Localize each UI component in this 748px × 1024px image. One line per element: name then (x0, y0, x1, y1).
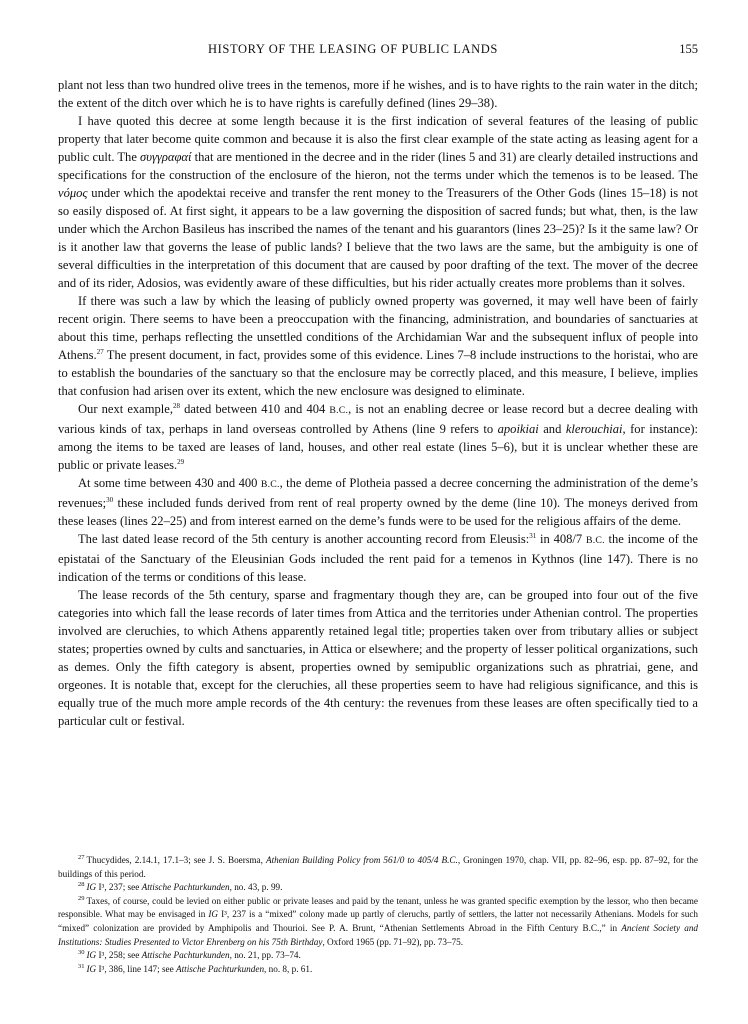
text-run: in 408/7 (536, 532, 586, 546)
footnote (58, 895, 698, 949)
text-run: Taxes, of course, could be levied on either public or private leases and paid by the tenant, unless he was granted specific exemption by the lessor, who then became responsible. What may be envisaged in (58, 895, 698, 920)
text-run: , Oxford 1965 (pp. 71–92), pp. 73–75. (322, 936, 464, 947)
text-run: , Groningen 1970, chap. VII, pp. 82–96, esp. pp. 87–92, for the buildings of this period. (58, 855, 698, 879)
running-head: HISTORY OF THE LEASING OF PUBLIC LANDS (208, 42, 498, 56)
italic-term: apoikiai (497, 422, 539, 436)
text-run: that are mentioned in the decree and in the rider (lines 5 and 31) are clearly detailed instructions and specifications for the construction of the enclosure of the hieron, not the terms under which the temenos is to be leased. The (58, 150, 698, 182)
footnote-number: 31 (78, 962, 85, 970)
text-run: dated between 410 and 404 (179, 402, 330, 416)
paragraph: The lease records of the 5th century, sparse and fragmentary though they are, can be grouped into four out of the five categories into which fall the lease records of later times from Attica and the territories under Athenian control. The properties involved are cleruchies, to which Athens apparently retained legal title; properties taken over from tributary allies or subject states; properties owned by cults and sanctuaries, in Attica or elsewhere; and the property of lesser political organizations, such as demes. Only the fifth category is absent, properties owned by semipublic organizations such as phratriai, gene, and orgeones. It is notable that, except for the cleruchies, all these properties seem to have had religious significance, and this is equally true of the much more ample records of the 4th century: the revenues from these leases are often specifically tied to a particular cult or festival. (58, 588, 698, 728)
text-run: , for instance): among the items to be taxed are leases of land, houses, and other real estate (lines 5–6), but it is unclear whether these are public or private leases. (58, 422, 699, 472)
paragraph (58, 112, 698, 292)
text-run: and (538, 422, 566, 436)
paragraph (58, 400, 698, 474)
text-run: , no. 8, p. 61. (264, 963, 313, 974)
greek-term: συγγραφαί (140, 150, 192, 164)
body-text (58, 76, 698, 730)
text-run: I have quoted this decree at some length because it is the first indication of several features of the leasing of public property that later become quite common and because it is also the first clear example of the state acting as leasing agent for a public cult. The (58, 114, 698, 164)
text-run: , no. 43, p. 99. (229, 882, 283, 893)
book-title: Athenian Building Policy from 561/0 to 405/4 B.C. (265, 855, 458, 865)
text-run: , the deme of Plotheia passed a decree concerning the administration of the deme’s revenues; (58, 476, 698, 510)
italic-term: klerouchiai (565, 422, 623, 436)
footnote-ref[interactable]: 28 (172, 401, 180, 410)
italic-term: IG (208, 909, 219, 920)
footnote-ref[interactable]: 29 (177, 457, 185, 466)
book-title: Attische Pachturkunden (176, 963, 265, 974)
footnote (58, 854, 698, 881)
text-run: At some time between 430 and 400 (78, 476, 261, 490)
book-title: Attische Pachturkunden (141, 882, 230, 893)
footnote (58, 963, 698, 977)
text-run: I³, 258; see (96, 950, 142, 961)
italic-term: IG (86, 882, 97, 893)
footnote-ref[interactable]: 31 (529, 531, 537, 540)
text-run: If there was such a law by which the leasing of publicly owned property was governed, it may well have been of fairly recent origin. There seems to have been a preoccupation with the financing, administration, and boundaries of sanctuaries at about this time, perhaps reflecting the unsettled conditions of the Archidamian War and the subsequent influx of people into Athens. (58, 294, 698, 362)
book-title: Attische Pachturkunden (141, 950, 230, 961)
paragraph (58, 530, 698, 586)
footnotes (58, 854, 698, 976)
footnote-number: 27 (78, 853, 85, 861)
paragraph (58, 292, 698, 400)
era-abbrev: B.C. (329, 405, 349, 416)
text-run: under which the apodektai receive and transfer the rent money to the Treasurers of the Other Gods (lines 15–18) is not so easily disposed of. At first sight, it appears to be a law governing the disposition of sacred funds; but what, then, is the law under which the Archon Basileus has inscribed the names of the tenant and his guarantors (lines 23–25)? Is it the same law? Or is it another law that governs the lease of public lands? I believe that the two laws are the same, but the ambiguity is one of several difficulties in the interpretation of this document that are caused by poor drafting of the text. The mover of the decree and of its rider, Adosios, was evidently aware of these difficulties, but his rider actually creates more problems than it solves. (58, 186, 698, 290)
footnote-number: 29 (78, 894, 85, 902)
text-run: The present document, in fact, provides some of this evidence. Lines 7–8 include instructions to the horistai, who are to establish the boundaries of the sanctuary so that the enclosure may be correctly placed, and this measure, I believe, implies that confusion had arisen over its extent, which the new enclosure was designed to eliminate. (58, 348, 698, 398)
era-abbrev: B.C. (260, 479, 280, 490)
era-abbrev: B.C. (586, 535, 605, 546)
text-run: I³, 386, line 147; see (96, 963, 177, 974)
italic-term: IG (86, 950, 97, 961)
paragraph: plant not less than two hundred olive trees in the temenos, more if he wishes, and is to have rights to the rain water in the ditch; the extent of the ditch over which he is to have rights is carefully defined (lines 29–38). (58, 78, 698, 110)
footnote-number: 30 (78, 949, 85, 957)
text-run: Thucydides, 2.14.1, 17.1–3; see J. S. Boersma, (86, 855, 266, 865)
text-run: the income of the epistatai of the Sanctuary of the Eleusinian Gods included the rent paid for a temenos in Kythnos (line 147). There is no indication of the terms or conditions of this lease. (58, 532, 699, 584)
page-number: 155 (679, 42, 698, 56)
page-header (58, 42, 698, 62)
italic-term: IG (86, 963, 97, 974)
paragraph (58, 474, 698, 530)
book-title: Ancient Society and Institutions: Studies Presented to Victor Ehrenberg on his 75th Birthday (58, 922, 699, 947)
text-run: I³, 237 is a “mixed” colony made up partly of cleruchs, partly of settlers, the latter not necessarily Athenians. Models for such “mixed” colonization are provided by Amphipolis and Thourioi. See P. A. Brunt, “Athenian Settlements Abroad in the Fifth Century B.C.,” in (58, 909, 698, 933)
text-run: The last dated lease record of the 5th century is another accounting record from Eleusis: (78, 532, 530, 546)
footnote-ref[interactable]: 27 (96, 347, 104, 356)
text-run: , no. 21, pp. 73–74. (229, 950, 301, 961)
greek-term: νόμος (58, 186, 88, 200)
footnote-number: 28 (78, 881, 85, 889)
text-run: Our next example, (78, 402, 173, 416)
footnote (58, 949, 698, 963)
text-run: I³, 237; see (96, 882, 142, 893)
footnote (58, 881, 698, 895)
footnote-ref[interactable]: 30 (106, 495, 114, 504)
text-run: these included funds derived from rent of real property owned by the deme (line 10). The moneys derived from these leases (lines 22–25) and from interest earned on the deme’s funds were to be used for the religious affairs of the deme. (58, 496, 698, 528)
text-run: , is not an enabling decree or lease record but a decree dealing with various kinds of tax, perhaps in land overseas controlled by Athens (line 9 refers to (58, 402, 698, 436)
